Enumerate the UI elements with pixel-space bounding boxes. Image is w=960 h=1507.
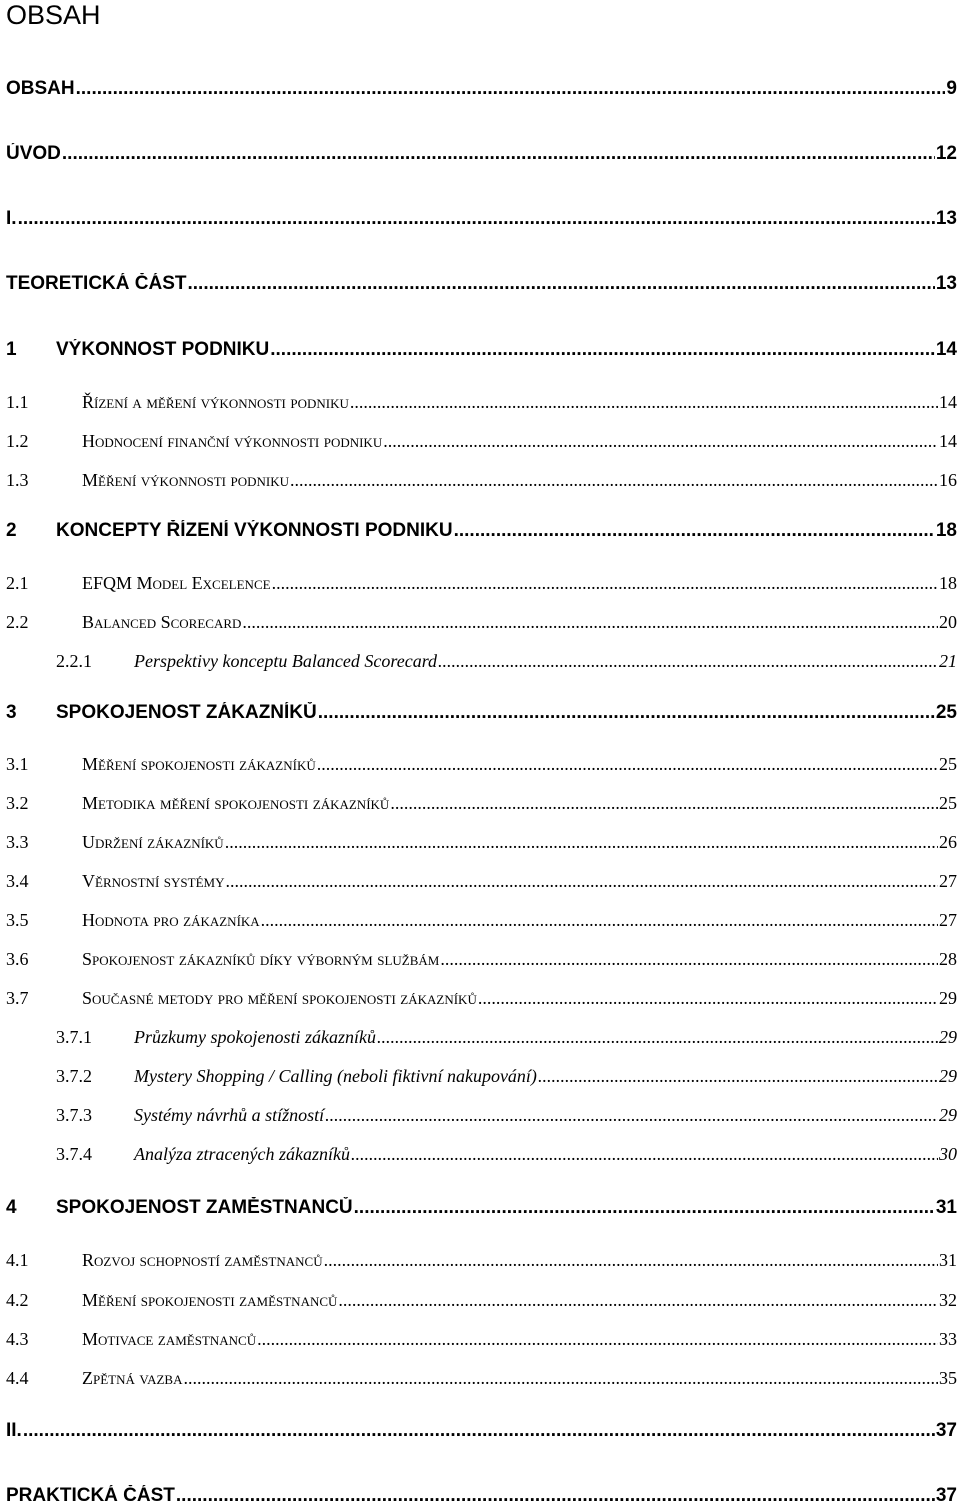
toc-entry-title: Měření spokojenosti zákazníků: [82, 754, 316, 774]
toc-entry-number: 3.2: [6, 793, 29, 813]
toc-entry[interactable]: [6, 1368, 957, 1389]
toc-entry[interactable]: [6, 392, 957, 413]
toc-entry-title: Průzkumy spokojenosti zákazníků: [134, 1027, 376, 1047]
toc-entry-title: Měření spokojenosti zaměstnanců: [82, 1290, 338, 1310]
toc-entry-title: Hodnocení finanční výkonnosti podniku: [82, 431, 383, 451]
toc-entry-title: VÝKONNOST PODNIKU: [56, 339, 270, 360]
toc-entry-page: 18: [939, 573, 957, 593]
toc-entry-title: II.: [6, 1420, 22, 1441]
toc-entry[interactable]: [56, 1027, 957, 1048]
toc-entry-page: 25: [935, 702, 957, 723]
toc-entry-page: 14: [935, 339, 957, 360]
toc-leader-dots: [257, 1329, 938, 1350]
toc-entry-page: 29: [939, 1105, 957, 1125]
toc-entry-title: ÚVOD: [6, 143, 61, 164]
toc-entry-number: 4.2: [6, 1290, 29, 1310]
toc-leader-dots: [188, 273, 935, 295]
toc-leader-dots: [440, 949, 938, 970]
toc-entry-page: 37: [935, 1485, 957, 1506]
toc-leader-dots: [270, 339, 935, 361]
toc-leader-dots: [261, 910, 938, 931]
toc-entry-number: 3.7: [6, 988, 29, 1008]
toc-entry-page: 31: [939, 1250, 957, 1270]
toc-entry-title: Metodika měření spokojenosti zákazníků: [82, 793, 390, 813]
toc-leader-dots: [338, 1290, 938, 1311]
toc-entry-title: Hodnota pro zákazníka: [82, 910, 260, 930]
toc-entry[interactable]: [6, 470, 957, 491]
toc-entry-page: 35: [939, 1368, 957, 1388]
page-title: OBSAH: [6, 0, 101, 30]
toc-entry-page: 20: [939, 612, 957, 632]
toc-entry-page: 14: [939, 431, 957, 451]
toc-leader-dots: [242, 612, 938, 633]
toc-entry-page: 29: [939, 1066, 957, 1086]
toc-entry[interactable]: [56, 1105, 957, 1126]
toc-entry-page: 27: [939, 871, 957, 891]
toc-entry-title: SPOKOJENOST ZÁKAZNÍKŮ: [56, 702, 317, 723]
toc-leader-dots: [454, 520, 935, 542]
toc-leader-dots: [383, 431, 938, 452]
toc-entry-number: 1.1: [6, 392, 29, 412]
toc-entry-page: 14: [939, 392, 957, 412]
toc-entry[interactable]: [56, 1066, 957, 1087]
toc-entry[interactable]: [6, 143, 957, 165]
toc-entry-number: 4.4: [6, 1368, 29, 1388]
toc-entry-title: Motivace zaměstnanců: [82, 1329, 257, 1349]
toc-entry[interactable]: [56, 1144, 957, 1165]
toc-entry-number: 3.4: [6, 871, 29, 891]
toc-entry-title: Věrnostní systémy: [82, 871, 225, 891]
toc-entry[interactable]: [6, 832, 957, 853]
toc-entry-page: 29: [939, 988, 957, 1008]
toc-entry[interactable]: [6, 871, 957, 892]
toc-entry-number: 2.2: [6, 612, 29, 632]
toc-entry[interactable]: [6, 949, 957, 970]
toc-entry-page: 37: [935, 1420, 957, 1441]
toc-entry[interactable]: [6, 1290, 957, 1311]
toc-leader-dots: [478, 988, 938, 1009]
toc-entry-page: 18: [935, 520, 957, 541]
toc-entry-title: Systémy návrhů a stížností: [134, 1105, 325, 1125]
toc-entry-number: 4.3: [6, 1329, 29, 1349]
toc-entry-title: TEORETICKÁ ČÁST: [6, 273, 187, 294]
toc-entry-page: 9: [946, 78, 957, 99]
toc-entry-page: 32: [939, 1290, 957, 1310]
toc-entry[interactable]: [6, 702, 957, 724]
toc-entry-page: 26: [939, 832, 957, 852]
toc-entry-number: 2: [6, 520, 17, 541]
toc-entry-number: 3.3: [6, 832, 29, 852]
toc-leader-dots: [317, 754, 938, 775]
toc-entry[interactable]: [6, 1329, 957, 1350]
toc-entry[interactable]: [6, 1250, 957, 1271]
toc-entry[interactable]: [6, 208, 957, 230]
toc-entry-title: Současné metody pro měření spokojenosti zákazníků: [82, 988, 477, 1008]
toc-leader-dots: [438, 651, 938, 672]
toc-leader-dots: [538, 1066, 938, 1087]
toc-entry-title: SPOKOJENOST ZAMĚSTNANCŮ: [56, 1197, 353, 1218]
toc-entry-number: 3.7.1: [56, 1027, 92, 1047]
toc-entry-number: 3.5: [6, 910, 29, 930]
toc-leader-dots: [183, 1368, 938, 1389]
toc-entry-page: 21: [939, 651, 957, 671]
toc-entry-title: Balanced Scorecard: [82, 612, 242, 632]
toc-leader-dots: [390, 793, 938, 814]
toc-entry-title: Perspektivy konceptu Balanced Scorecard: [134, 651, 438, 671]
toc-entry[interactable]: [6, 573, 957, 594]
toc-entry-title: Analýza ztracených zákazníků: [134, 1144, 350, 1164]
toc-entry-title: Měření výkonnosti podniku: [82, 470, 289, 490]
toc-entry-title: Zpětná vazba: [82, 1368, 183, 1388]
toc-entry-title: Spokojenost zákazníků díky výborným službám: [82, 949, 440, 969]
toc-entry-page: 27: [939, 910, 957, 930]
toc-entry-number: 1: [6, 339, 17, 360]
toc-leader-dots: [324, 1250, 938, 1271]
toc-entry[interactable]: [6, 754, 957, 775]
toc-entry-page: 13: [935, 208, 957, 229]
toc-entry-title: OBSAH: [6, 78, 75, 99]
toc-leader-dots: [225, 832, 938, 853]
toc-entry[interactable]: [6, 78, 957, 100]
toc-entry-title: EFQM Model Excelence: [82, 573, 271, 593]
toc-entry-number: 3.7.2: [56, 1066, 92, 1086]
toc-leader-dots: [325, 1105, 938, 1126]
toc-entry-title: PRAKTICKÁ ČÁST: [6, 1485, 175, 1506]
toc-entry-page: 28: [939, 949, 957, 969]
toc-entry[interactable]: [6, 1420, 957, 1442]
toc-entry-number: 4: [6, 1197, 17, 1218]
toc-entry-page: 31: [935, 1197, 957, 1218]
toc-entry-number: 4.1: [6, 1250, 29, 1270]
toc-entry[interactable]: [6, 520, 957, 542]
toc-leader-dots: [354, 1197, 935, 1219]
toc-entry[interactable]: [6, 1197, 957, 1219]
toc-entry-title: Rozvoj schopností zaměstnanců: [82, 1250, 323, 1270]
toc-leader-dots: [176, 1485, 935, 1507]
toc-entry-number: 3.6: [6, 949, 29, 969]
toc-entry[interactable]: [6, 988, 957, 1009]
toc-entry[interactable]: [56, 651, 957, 672]
toc-entry-page: 25: [939, 793, 957, 813]
toc-leader-dots: [76, 78, 946, 100]
toc-entry-number: 3: [6, 702, 17, 723]
toc-leader-dots: [377, 1027, 938, 1048]
toc-entry[interactable]: [6, 273, 957, 295]
toc-entry-page: 16: [939, 470, 957, 490]
toc-entry[interactable]: [6, 1485, 957, 1507]
toc-entry-number: 3.7.4: [56, 1144, 92, 1164]
toc-entry-title: Řízení a měření výkonnosti podniku: [82, 392, 349, 412]
toc-entry-number: 2.2.1: [56, 651, 92, 671]
toc-entry-number: 3.7.3: [56, 1105, 92, 1125]
toc-leader-dots: [272, 573, 938, 594]
toc-entry[interactable]: [6, 431, 957, 452]
toc-entry-title: Udržení zákazníků: [82, 832, 224, 852]
toc-entry-number: 3.1: [6, 754, 29, 774]
toc-entry[interactable]: [6, 612, 957, 633]
toc-leader-dots: [318, 702, 935, 724]
toc-entry-page: 29: [939, 1027, 957, 1047]
toc-entry-title: Mystery Shopping / Calling (neboli fiktivní nakupování): [134, 1066, 537, 1086]
toc-leader-dots: [23, 1420, 935, 1442]
toc-leader-dots: [62, 143, 935, 165]
toc-entry-number: 1.2: [6, 431, 29, 451]
toc-entry[interactable]: [6, 339, 957, 361]
toc-entry[interactable]: [6, 910, 957, 931]
toc-entry-title: I.: [6, 208, 17, 229]
toc-entry-title: KONCEPTY ŘÍZENÍ VÝKONNOSTI PODNIKU: [56, 520, 453, 541]
toc-leader-dots: [351, 1144, 938, 1165]
toc-entry-number: 2.1: [6, 573, 29, 593]
toc-leader-dots: [290, 470, 938, 491]
toc-entry-page: 13: [935, 273, 957, 294]
toc-entry-number: 1.3: [6, 470, 29, 490]
toc-entry-page: 12: [935, 143, 957, 164]
toc-leader-dots: [18, 208, 935, 230]
toc-leader-dots: [225, 871, 938, 892]
toc-leader-dots: [350, 392, 938, 413]
toc-entry-page: 30: [939, 1144, 957, 1164]
toc-entry-page: 33: [939, 1329, 957, 1349]
toc-entry[interactable]: [6, 793, 957, 814]
toc-entry-page: 25: [939, 754, 957, 774]
